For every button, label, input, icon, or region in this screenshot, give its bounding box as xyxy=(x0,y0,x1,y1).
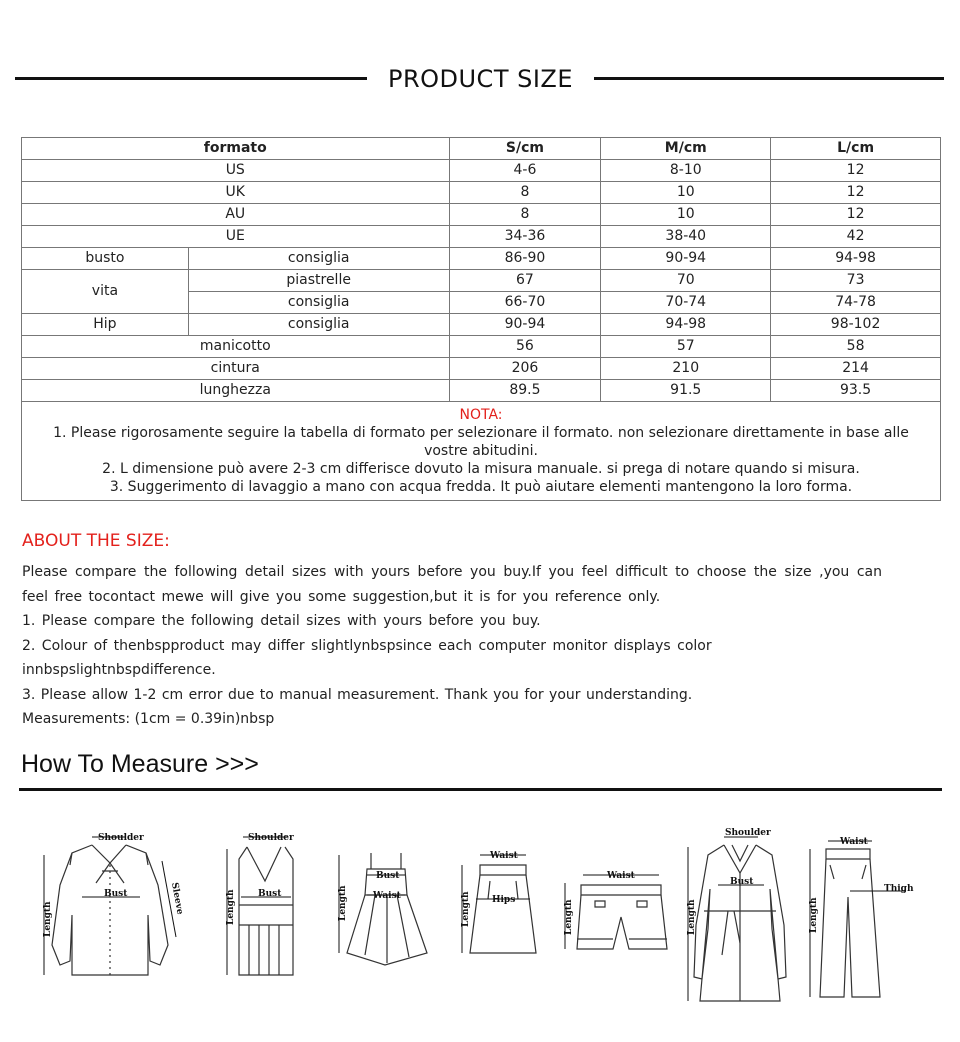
waist-label: Waist xyxy=(373,891,401,901)
bust-label: Bust xyxy=(258,889,282,899)
nota-title: NOTA: xyxy=(459,407,503,423)
nota-line-1: 1. Please rigorosamente seguire la tabella di formato per selezionare il formato. non selezionare direttamente in base alle vostre abitudini. xyxy=(53,425,909,459)
row-sublabel: piastrelle xyxy=(188,270,449,292)
how-to-measure-heading: How To Measure >>> xyxy=(21,750,259,778)
cell-l: 214 xyxy=(771,358,941,380)
coat-figure xyxy=(678,825,798,1010)
cell-m: 91.5 xyxy=(601,380,771,402)
nota-cell xyxy=(22,402,941,501)
shorts-figure xyxy=(555,825,675,1010)
cell-l: 98-102 xyxy=(771,314,941,336)
bust-label: Bust xyxy=(730,877,754,887)
tank-top-icon xyxy=(205,825,320,1010)
cell-m: 38-40 xyxy=(601,226,771,248)
cell-m: 8-10 xyxy=(601,160,771,182)
cell-s: 66-70 xyxy=(449,292,601,314)
cell-s: 4-6 xyxy=(449,160,601,182)
cell-m: 10 xyxy=(601,182,771,204)
pants-figure xyxy=(800,825,930,1010)
nota-row xyxy=(22,402,941,501)
table-row xyxy=(22,226,941,248)
row-label: US xyxy=(22,160,450,182)
row-label: busto xyxy=(22,248,189,270)
cell-l: 74-78 xyxy=(771,292,941,314)
about-line-5: innbspslightnbspdifference. xyxy=(22,662,216,678)
table-row xyxy=(22,358,941,380)
blouse-icon xyxy=(30,825,185,1010)
cell-s: 206 xyxy=(449,358,601,380)
table-row xyxy=(22,270,941,292)
row-label: lunghezza xyxy=(22,380,450,402)
sleeve-label: Sleeve xyxy=(169,881,185,916)
blouse-figure xyxy=(30,825,185,1010)
header-formato: formato xyxy=(22,138,450,160)
row-label: UK xyxy=(22,182,450,204)
shoulder-label: Shoulder xyxy=(248,833,294,843)
cell-s: 90-94 xyxy=(449,314,601,336)
length-label: Length xyxy=(564,899,574,935)
row-label: UE xyxy=(22,226,450,248)
cell-s: 8 xyxy=(449,182,601,204)
row-sublabel: consiglia xyxy=(188,314,449,336)
table-row xyxy=(22,336,941,358)
about-line-4: 2. Colour of thenbspproduct may differ slightlynbspsince each computer monitor displays color xyxy=(22,637,712,654)
length-label: Length xyxy=(461,891,471,927)
table-header-row xyxy=(22,138,941,160)
about-line-1: Please compare the following detail sizes with yours before you buy.If you feel difficult to choose the size ,you can xyxy=(22,564,882,580)
cell-s: 34-36 xyxy=(449,226,601,248)
about-line-2: feel free tocontact mewe will give you some suggestion,but it is for you reference only. xyxy=(22,588,661,605)
row-label: Hip xyxy=(22,314,189,336)
length-label: Length xyxy=(226,889,236,925)
cell-m: 90-94 xyxy=(601,248,771,270)
length-label: Length xyxy=(338,885,348,921)
cell-l: 73 xyxy=(771,270,941,292)
header-l: L/cm xyxy=(771,138,941,160)
pants-icon xyxy=(800,825,930,1010)
title-rule-left xyxy=(15,77,367,80)
shorts-icon xyxy=(555,825,675,1010)
row-label: AU xyxy=(22,204,450,226)
row-label: cintura xyxy=(22,358,450,380)
hips-label: Hips xyxy=(492,895,516,905)
skirt-figure xyxy=(440,825,550,1010)
bust-label: Bust xyxy=(104,889,128,899)
cell-m: 70-74 xyxy=(601,292,771,314)
cell-m: 57 xyxy=(601,336,771,358)
title-rule-right xyxy=(594,77,944,80)
cell-s: 89.5 xyxy=(449,380,601,402)
waist-label: Waist xyxy=(607,871,635,881)
cell-l: 12 xyxy=(771,204,941,226)
cell-l: 12 xyxy=(771,182,941,204)
dress-icon xyxy=(325,825,435,1010)
page-title: PRODUCT SIZE xyxy=(387,65,574,93)
table-row xyxy=(22,314,941,336)
measurement-figures xyxy=(30,825,930,1010)
cell-l: 93.5 xyxy=(771,380,941,402)
product-size-title-row xyxy=(0,62,960,96)
size-table xyxy=(21,137,941,501)
table-row xyxy=(22,380,941,402)
row-sublabel: consiglia xyxy=(188,292,449,314)
how-to-measure-rule xyxy=(19,788,942,791)
about-line-7: Measurements: (1cm = 0.39in)nbsp xyxy=(22,711,275,727)
cell-l: 12 xyxy=(771,160,941,182)
cell-m: 10 xyxy=(601,204,771,226)
row-label: vita xyxy=(22,270,189,314)
row-sublabel: consiglia xyxy=(188,248,449,270)
cell-s: 56 xyxy=(449,336,601,358)
table-row xyxy=(22,182,941,204)
tank-top-figure xyxy=(205,825,320,1010)
cell-s: 67 xyxy=(449,270,601,292)
shoulder-label: Shoulder xyxy=(725,828,771,838)
about-size-heading: ABOUT THE SIZE: xyxy=(22,531,170,551)
cell-m: 94-98 xyxy=(601,314,771,336)
bust-label: Bust xyxy=(376,871,400,881)
cell-l: 58 xyxy=(771,336,941,358)
table-row xyxy=(22,160,941,182)
coat-icon xyxy=(678,825,798,1010)
about-line-6: 3. Please allow 1-2 cm error due to manual measurement. Thank you for your understanding. xyxy=(22,686,693,703)
dress-figure xyxy=(325,825,435,1010)
length-label: Length xyxy=(43,901,53,937)
shoulder-label: Shoulder xyxy=(98,833,144,843)
cell-l: 94-98 xyxy=(771,248,941,270)
waist-label: Waist xyxy=(840,837,868,847)
header-s: S/cm xyxy=(449,138,601,160)
length-label: Length xyxy=(809,897,819,933)
cell-s: 8 xyxy=(449,204,601,226)
table-row xyxy=(22,248,941,270)
row-label: manicotto xyxy=(22,336,450,358)
length-label: Length xyxy=(687,899,697,935)
thigh-label: Thigh xyxy=(884,884,914,894)
about-size-body xyxy=(22,560,882,732)
header-m: M/cm xyxy=(601,138,771,160)
nota-line-2: 2. L dimensione può avere 2-3 cm differisce dovuto la misura manuale. si prega di notare quando si misura. xyxy=(102,461,860,477)
about-line-3: 1. Please compare the following detail sizes with yours before you buy. xyxy=(22,613,541,629)
skirt-icon xyxy=(440,825,550,1010)
cell-l: 42 xyxy=(771,226,941,248)
cell-m: 210 xyxy=(601,358,771,380)
cell-m: 70 xyxy=(601,270,771,292)
cell-s: 86-90 xyxy=(449,248,601,270)
nota-line-3: 3. Suggerimento di lavaggio a mano con acqua fredda. It può aiutare elementi mantengono la loro forma. xyxy=(109,479,853,495)
table-row xyxy=(22,204,941,226)
waist-label: Waist xyxy=(490,851,518,861)
